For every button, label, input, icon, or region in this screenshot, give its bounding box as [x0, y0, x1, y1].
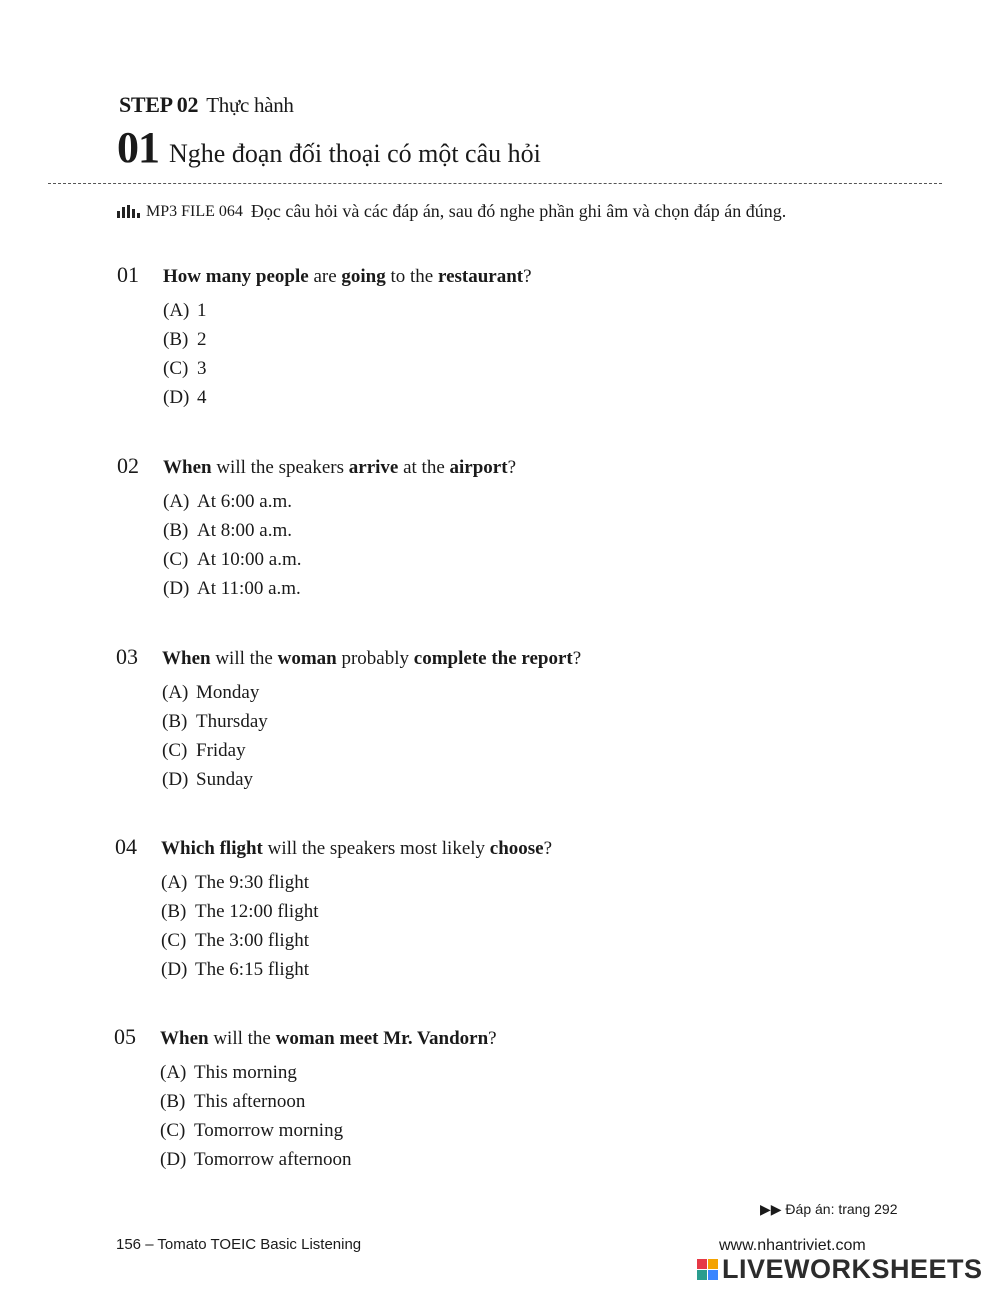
question-text-segment: When [162, 648, 211, 669]
liveworksheets-logo-icon [697, 1259, 718, 1280]
option-letter: (C) [161, 930, 187, 951]
option-letter: (A) [163, 300, 190, 321]
option-text: This afternoon [194, 1091, 306, 1112]
option-text: Monday [196, 682, 260, 703]
question-text [160, 1028, 497, 1050]
option-text: At 6:00 a.m. [197, 491, 292, 512]
answer-option[interactable] [163, 516, 516, 545]
step-subtitle: Thực hành [206, 93, 294, 117]
question-03 [116, 644, 581, 794]
option-letter: (C) [162, 740, 188, 761]
answer-option[interactable] [160, 1116, 497, 1145]
answer-options [161, 868, 552, 984]
option-text: At 8:00 a.m. [197, 520, 292, 541]
question-text-segment: How many people [163, 266, 309, 287]
logo-tile [697, 1270, 707, 1280]
question-text-segment: woman meet Mr. Vandorn [275, 1028, 489, 1049]
question-text-segment: probably [336, 648, 414, 669]
question-text-segment: will the speakers [211, 457, 349, 478]
answer-options [163, 296, 532, 412]
answer-option[interactable] [163, 383, 532, 412]
question-text-segment: to the [385, 266, 438, 287]
question-text-segment: will the [210, 648, 278, 669]
option-letter: (C) [163, 358, 189, 379]
answer-option[interactable] [160, 1087, 497, 1116]
instruction-text: Đọc câu hỏi và các đáp án, sau đó nghe phần ghi âm và chọn đáp án đúng. [250, 201, 787, 221]
audio-bars-icon [117, 205, 140, 218]
option-letter: (A) [161, 872, 188, 893]
answer-option[interactable] [161, 897, 552, 926]
liveworksheets-brand: LIVEWORKSHEETS [722, 1254, 983, 1284]
option-letter: (D) [163, 387, 190, 408]
question-02 [117, 453, 516, 603]
question-text [163, 457, 516, 479]
question-header [114, 1024, 497, 1050]
answer-option[interactable] [163, 296, 532, 325]
answer-option[interactable] [162, 707, 581, 736]
answer-option[interactable] [163, 545, 516, 574]
option-text: The 3:00 flight [195, 930, 309, 951]
question-text-segment: airport [449, 457, 508, 478]
mp3-file-label: MP3 FILE 064 [146, 202, 243, 220]
question-text-segment: will the [208, 1028, 276, 1049]
question-header [117, 453, 516, 479]
question-text-segment: are [308, 266, 342, 287]
option-letter: (B) [161, 901, 187, 922]
step-label: STEP 02 [119, 92, 199, 117]
option-text: Sunday [196, 769, 253, 790]
question-text-segment: ? [488, 1028, 497, 1049]
option-letter: (A) [163, 491, 190, 512]
option-text: Thursday [196, 711, 268, 732]
question-text-segment: Which flight [161, 838, 263, 859]
question-text-segment: ? [523, 266, 532, 287]
option-text: 1 [197, 300, 207, 321]
option-text: This morning [194, 1062, 297, 1083]
question-text-segment: arrive [348, 457, 399, 478]
option-letter: (D) [162, 769, 189, 790]
answer-option[interactable] [163, 325, 532, 354]
question-number: 02 [117, 453, 139, 478]
question-text [163, 266, 532, 288]
answer-option[interactable] [162, 736, 581, 765]
option-letter: (C) [163, 549, 189, 570]
answer-option[interactable] [160, 1058, 497, 1087]
question-text-segment: ? [572, 648, 582, 669]
question-text-segment: woman [277, 648, 337, 669]
option-letter: (B) [162, 711, 188, 732]
question-header [117, 262, 532, 288]
answer-options [163, 487, 516, 603]
section-number: 01 [117, 123, 159, 172]
question-05 [114, 1024, 497, 1174]
page-footer: 156 – Tomato TOEIC Basic Listening [116, 1236, 362, 1253]
answer-options [162, 678, 581, 794]
answer-option[interactable] [162, 678, 581, 707]
liveworksheets-watermark[interactable] [697, 1254, 983, 1285]
answer-option[interactable] [161, 868, 552, 897]
question-number: 04 [115, 834, 137, 859]
answer-option[interactable] [163, 574, 516, 603]
answer-options [160, 1058, 497, 1174]
question-text-segment: at the [398, 457, 450, 478]
option-text: Tomorrow afternoon [194, 1149, 352, 1170]
logo-tile [708, 1259, 718, 1269]
question-text-segment: When [160, 1028, 209, 1049]
logo-tile [708, 1270, 718, 1280]
question-text-segment: choose [489, 838, 544, 859]
question-number: 01 [117, 262, 139, 287]
question-04 [115, 834, 552, 984]
question-text-segment: When [163, 457, 212, 478]
option-letter: (D) [161, 959, 188, 980]
option-letter: (A) [162, 682, 189, 703]
question-text-segment: going [341, 266, 386, 287]
option-text: Tomorrow morning [194, 1120, 344, 1141]
question-01 [117, 262, 532, 412]
option-text: 3 [197, 358, 207, 379]
question-text-segment: will the speakers most likely [262, 838, 490, 859]
option-text: The 9:30 flight [195, 872, 309, 893]
option-text: 2 [197, 329, 207, 350]
answer-reference: ▶▶ Đáp án: trang 292 [760, 1201, 898, 1217]
step-heading [119, 92, 294, 118]
option-letter: (D) [160, 1149, 187, 1170]
option-text: At 11:00 a.m. [197, 578, 301, 599]
option-text: At 10:00 a.m. [197, 549, 302, 570]
option-text: Friday [196, 740, 246, 761]
option-text: The 12:00 flight [195, 901, 319, 922]
option-text: The 6:15 flight [195, 959, 309, 980]
answer-option[interactable] [161, 955, 552, 984]
section-title-text: Nghe đoạn đối thoại có một câu hỏi [169, 139, 541, 168]
option-letter: (B) [160, 1091, 186, 1112]
answer-option[interactable] [163, 487, 516, 516]
answer-option[interactable] [160, 1145, 497, 1174]
answer-option[interactable] [163, 354, 532, 383]
question-text [161, 838, 552, 860]
question-number: 03 [116, 644, 138, 669]
question-text-segment: complete the report [413, 648, 573, 669]
publisher-url[interactable]: www.nhantriviet.com [719, 1237, 866, 1254]
answer-option[interactable] [162, 765, 581, 794]
instruction-line [117, 201, 786, 222]
question-text [162, 648, 581, 670]
option-letter: (B) [163, 329, 189, 350]
question-text-segment: restaurant [438, 266, 524, 287]
option-letter: (D) [163, 578, 190, 599]
dashed-divider [48, 183, 942, 184]
question-text-segment: ? [507, 457, 517, 478]
option-text: 4 [197, 387, 207, 408]
option-letter: (A) [160, 1062, 187, 1083]
question-header [116, 644, 581, 670]
question-text-segment: ? [543, 838, 553, 859]
section-title [117, 122, 541, 173]
logo-tile [697, 1259, 707, 1269]
option-letter: (C) [160, 1120, 186, 1141]
question-number: 05 [114, 1024, 136, 1049]
question-header [115, 834, 552, 860]
answer-option[interactable] [161, 926, 552, 955]
option-letter: (B) [163, 520, 189, 541]
